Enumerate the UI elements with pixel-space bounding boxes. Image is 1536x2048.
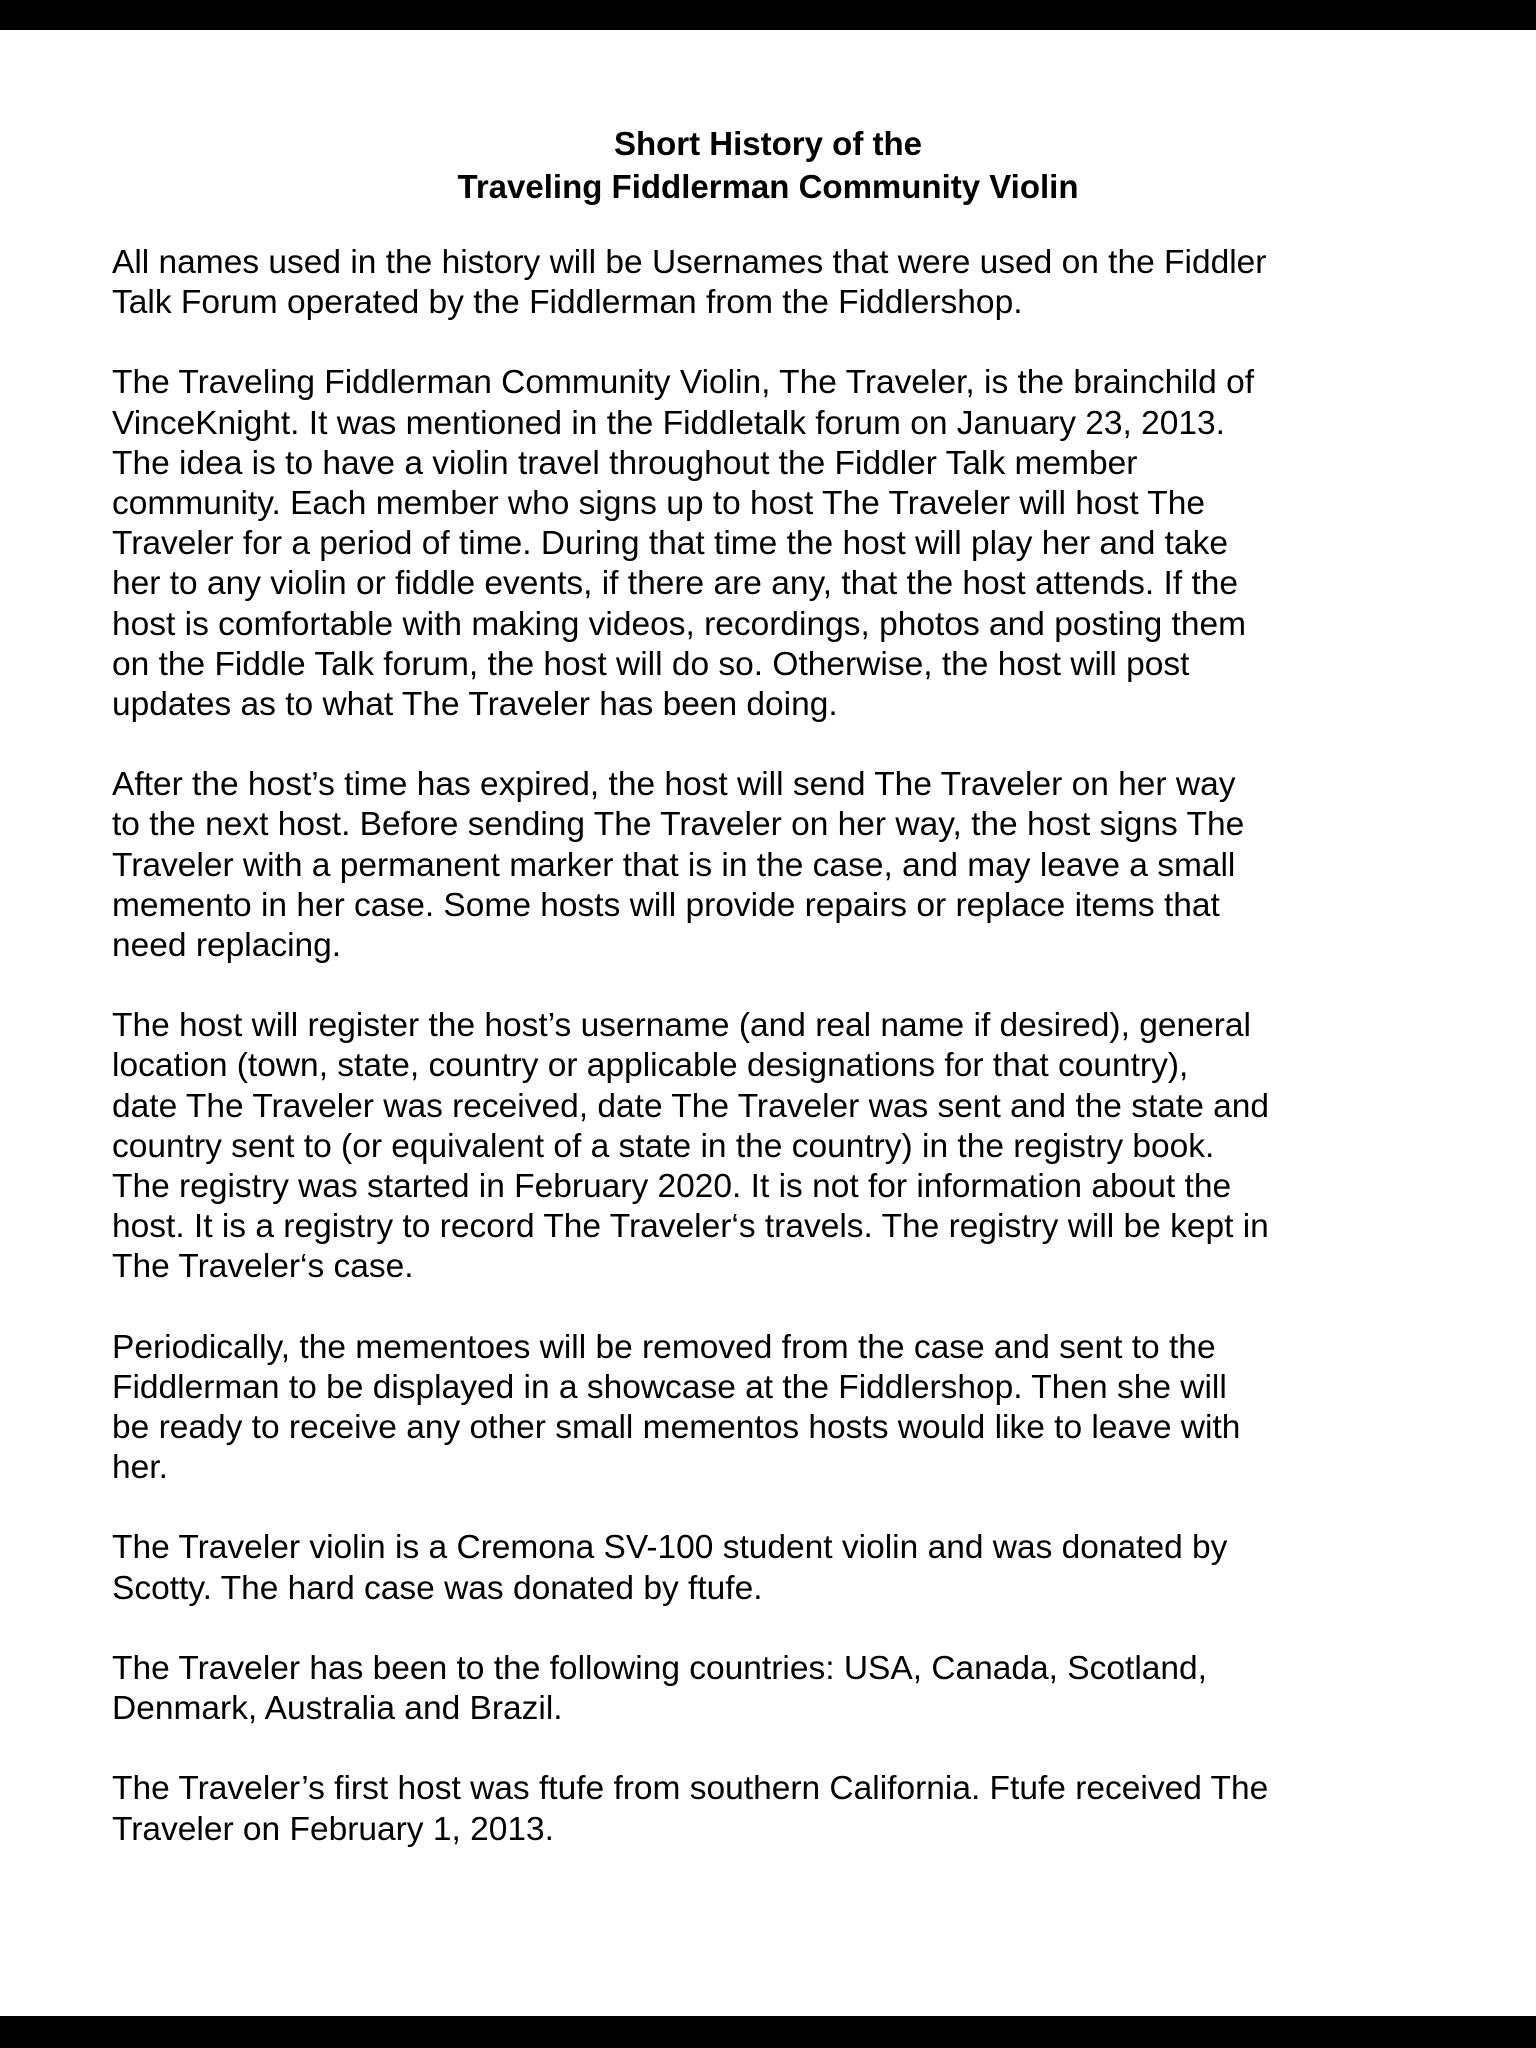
bottom-letterbox-bar — [0, 2016, 1536, 2048]
text-line: The Traveler’s first host was ftufe from southern California. Ftufe received The — [112, 1770, 1269, 1808]
text-line: date The Traveler was received, date The Traveler was sent and the state and — [112, 1087, 1270, 1125]
paragraph-usernames — [112, 243, 1352, 323]
text-line: host is comfortable with making videos, recordings, photos and posting them — [112, 605, 1247, 643]
text-line: memento in her case. Some hosts will provide repairs or replace items that — [112, 886, 1220, 924]
paragraph-sending — [112, 765, 1352, 966]
text-line: host. It is a registry to record The Traveler‘s travels. The registry will be kept in — [112, 1208, 1269, 1246]
text-line: Traveler for a period of time. During that time the host will play her and take — [112, 525, 1228, 563]
text-line: The Traveler‘s case. — [112, 1248, 414, 1286]
text-line: After the host’s time has expired, the host will send The Traveler on her way — [112, 766, 1236, 804]
title-line: Short History of the — [613, 125, 922, 162]
text-line: to the next host. Before sending The Traveler on her way, the host signs The — [112, 806, 1245, 844]
text-line: be ready to receive any other small mementos hosts would like to leave with — [112, 1409, 1241, 1447]
paragraph-mementoes — [112, 1328, 1352, 1489]
text-line: The idea is to have a violin travel throughout the Fiddler Talk member — [112, 444, 1138, 482]
text-line: her to any violin or fiddle events, if there are any, that the host attends. If the — [112, 565, 1239, 603]
paragraph-first-host — [112, 1769, 1352, 1849]
paragraph-countries — [112, 1649, 1352, 1729]
paragraph-registry — [112, 1006, 1352, 1287]
top-letterbox-bar — [0, 0, 1536, 30]
text-line: community. Each member who signs up to host The Traveler will host The — [112, 485, 1205, 523]
text-line: The registry was started in February 2020. It is not for information about the — [112, 1168, 1232, 1206]
text-line: on the Fiddle Talk forum, the host will do so. Otherwise, the host will post — [112, 645, 1190, 683]
document-page — [0, 30, 1536, 2016]
paragraph-violin-donation — [112, 1528, 1352, 1608]
paragraph-introduction — [112, 363, 1352, 725]
text-line: Periodically, the mementoes will be removed from the case and sent to the — [112, 1328, 1216, 1366]
text-line: Traveler with a permanent marker that is in the case, and may leave a small — [112, 846, 1236, 884]
title-line: Traveling Fiddlerman Community Violin — [457, 168, 1079, 205]
text-line: Scotty. The hard case was donated by ftufe. — [112, 1569, 763, 1607]
text-line: need replacing. — [112, 927, 342, 965]
text-line: country sent to (or equivalent of a state in the country) in the registry book. — [112, 1127, 1215, 1165]
text-line: VinceKnight. It was mentioned in the Fiddletalk forum on January 23, 2013. — [112, 404, 1225, 442]
text-line: location (town, state, country or applicable designations for that country), — [112, 1047, 1189, 1085]
text-line: The Traveler has been to the following countries: USA, Canada, Scotland, — [112, 1649, 1207, 1687]
text-line: The Traveling Fiddlerman Community Violin, The Traveler, is the brainchild of — [112, 364, 1255, 402]
text-line: The Traveler violin is a Cremona SV-100 student violin and was donated by — [112, 1529, 1228, 1567]
text-line: her. — [112, 1449, 168, 1487]
text-line: All names used in the history will be Usernames that were used on the Fiddler — [112, 244, 1267, 281]
text-line: Denmark, Australia and Brazil. — [112, 1690, 563, 1728]
text-line: The host will register the host’s username (and real name if desired), general — [112, 1007, 1251, 1045]
document-body — [112, 243, 1352, 1890]
text-line: Traveler on February 1, 2013. — [112, 1810, 554, 1848]
text-line: Fiddlerman to be displayed in a showcase at the Fiddlershop. Then she will — [112, 1368, 1227, 1406]
text-line: Talk Forum operated by the Fiddlerman from the Fiddlershop. — [112, 284, 1023, 322]
document-title — [0, 122, 1536, 208]
text-line: updates as to what The Traveler has been doing. — [112, 686, 838, 724]
